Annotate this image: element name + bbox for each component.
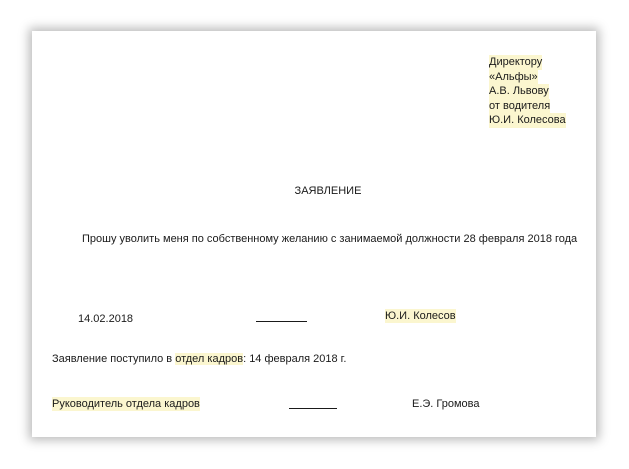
receipt-date: : 14 февраля 2018 г. — [243, 353, 347, 365]
receipt-prefix: Заявление поступило в — [52, 353, 176, 365]
application-body: Прошу уволить меня по собственному желанию с занимаемой должности 28 февраля 2018 года — [82, 233, 578, 245]
signature-date: 14.02.2018 — [78, 313, 134, 325]
sender-name: Ю.И. Колесова — [489, 114, 566, 126]
hr-signature-line — [289, 408, 337, 409]
addressee-block — [489, 55, 566, 128]
applicant-name: Ю.И. Колесов — [385, 310, 456, 322]
hr-head-position: Руководитель отдела кадров — [52, 398, 200, 410]
document-title: ЗАЯВЛЕНИЕ — [294, 185, 362, 197]
addressee-company: «Альфы» — [489, 70, 538, 83]
signature-line — [256, 321, 307, 322]
receipt-department: отдел кадров — [175, 353, 244, 365]
sender-position: от водителя — [489, 99, 551, 112]
addressee-position: Директору — [489, 56, 543, 68]
hr-head-name: Е.Э. Громова — [412, 398, 480, 410]
receipt-line — [52, 352, 346, 366]
document-page — [32, 31, 596, 437]
addressee-name: А.В. Львову — [489, 85, 549, 97]
